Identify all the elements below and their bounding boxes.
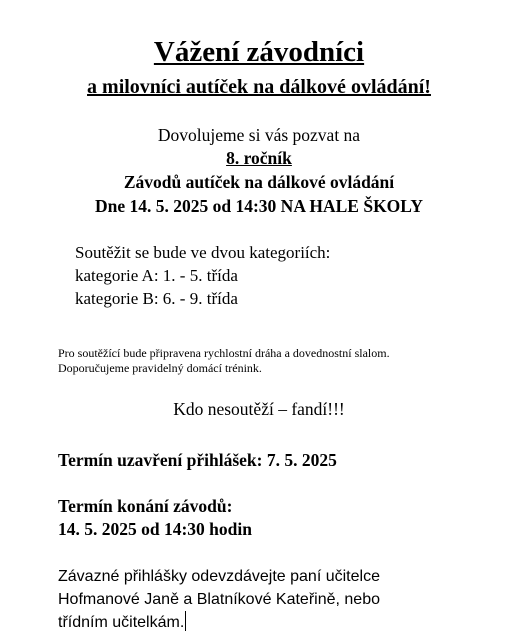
submission-line-1: Závazné přihlášky odevzdávejte paní učitelce [58,568,380,585]
invitation-line: Dovolujeme si vás pozvat na [157,125,361,145]
document-subtitle: a milovníci autíček na dálkové ovládání! [87,76,431,98]
category-item-b: kategorie B: 6. - 9. třída [75,289,238,308]
note-training: Doporučujeme pravidelný domácí trénink. [58,361,262,375]
submission-line-2: Hofmanové Janě a Blatníkové Kateřině, nebo [58,591,380,608]
edition-label: 8. ročník [226,148,292,168]
event-name: Závodů autíček na dálkové ovládání [123,172,395,192]
submission-line-3[interactable] [58,611,186,634]
race-date-label: Termín konání závodů: [58,496,233,516]
document-title: Vážení závodníci [153,36,365,68]
submission-line-3-text: třídním učitelkám. [58,614,185,631]
fans-line: Kdo nesoutěží – fandí!!! [173,399,345,419]
race-date-value: 14. 5. 2025 od 14:30 hodin [58,519,252,539]
note-track: Pro soutěžící bude připravena rychlostní dráha a dovednostní slalom. [58,346,390,360]
registration-deadline: Termín uzavření přihlášek: 7. 5. 2025 [58,450,337,470]
category-item-a: kategorie A: 1. - 5. třída [75,266,238,285]
categories-intro: Soutěžit se bude ve dvou kategoriích: [75,243,331,262]
event-date-place: Dne 14. 5. 2025 od 14:30 NA HALE ŠKOLY [94,196,423,216]
text-cursor [185,611,186,631]
